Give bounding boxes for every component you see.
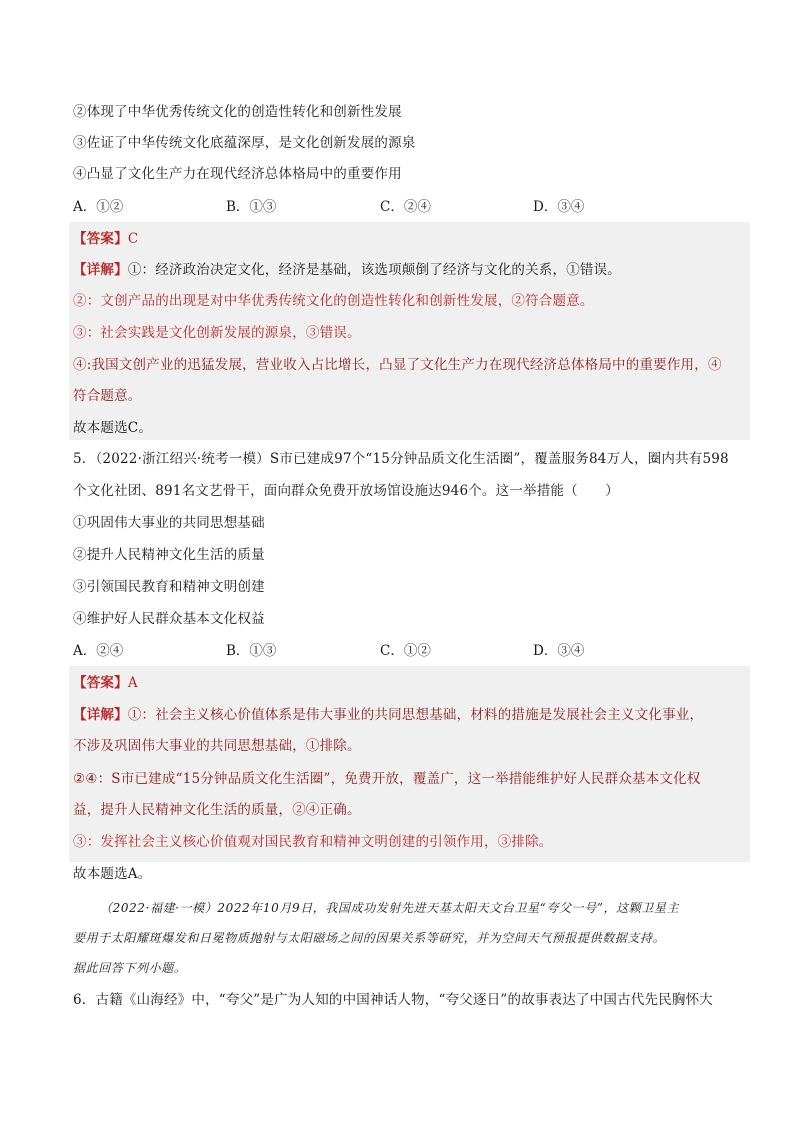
passage-line-1: （2022·福建·一模）2022年10月9日，我国成功发射先进天基太阳天文台卫星“夸父一号”，这颗卫星主 <box>100 901 680 915</box>
q5-detail-label: 【详解】 <box>73 707 128 723</box>
q5-option-c: C．①② <box>380 643 431 659</box>
q5-answer-label: 【答案】 <box>73 675 128 691</box>
q5-statement-4: ④维护好人民群众基本文化权益 <box>73 611 265 627</box>
q4-detail-1 <box>73 260 621 280</box>
passage-line-2: 要用于太阳耀斑爆发和日冕物质抛射与太阳磁场之间的因果关系等研究，并为空间天气预报提供数据支持。 <box>73 931 666 945</box>
q4-statement-2: ②体现了中华优秀传统文化的创造性转化和创新性发展 <box>73 104 402 120</box>
q5-detail-2a: ②④：S市已建成“15分钟品质文化生活圈”，免费开放，覆盖广，这一举措能维护好人民群众基本文化权 <box>73 771 701 787</box>
q5-answer-value: A <box>127 675 138 691</box>
q4-detail-1-text: ①：经济政治决定文化，经济是基础，该选项颠倒了经济与文化的关系，①错误。 <box>127 262 622 278</box>
q4-option-b: B．①③ <box>226 199 277 215</box>
q6-stem-1: 6．古籍《山海经》中，“夸父”是广为人知的中国神话人物，“夸父逐日”的故事表达了中国古代先民胸怀大 <box>73 992 713 1008</box>
q4-statement-3: ③佐证了中华传统文化底蕴深厚，是文化创新发展的源泉 <box>73 135 416 151</box>
q4-detail-label: 【详解】 <box>73 262 128 278</box>
q4-options <box>73 197 753 217</box>
q5-detail-1a <box>73 705 703 725</box>
q5-statement-2: ②提升人民精神文化生活的质量 <box>73 547 265 563</box>
q4-detail-4a: ④:我国文创产业的迅猛发展，营业收入占比增长，凸显了文化生产力在现代经济总体格局中的重要作用，④ <box>73 357 722 373</box>
q4-option-a: A．①② <box>73 199 124 215</box>
q4-statement-4: ④凸显了文化生产力在现代经济总体格局中的重要作用 <box>73 166 402 182</box>
q4-detail-3: ③：社会实践是文化创新发展的源泉，③错误。 <box>73 325 361 341</box>
passage-line-3: 据此回答下列小题。 <box>73 961 187 975</box>
q5-option-d: D．③④ <box>533 643 585 659</box>
q4-option-c: C．②④ <box>380 199 431 215</box>
q5-stem-2: 个文化社团、891名文艺骨干，面向群众免费开放场馆设施达946个。这一举措能（ ） <box>73 483 619 499</box>
q4-option-d: D．③④ <box>533 199 585 215</box>
q5-option-b: B．①③ <box>226 643 277 659</box>
q5-detail-1b: 不涉及巩固伟大事业的共同思想基础，①排除。 <box>73 738 361 754</box>
q5-detail-2b: 益，提升人民精神文化生活的质量，②④正确。 <box>73 802 361 818</box>
q4-conclusion: 故本题选C。 <box>73 420 153 436</box>
q4-answer <box>73 229 138 249</box>
q5-detail-3: ③：发挥社会主义核心价值观对国民教育和精神文明创建的引领作用，③排除。 <box>73 834 553 850</box>
q5-option-a: A．②④ <box>73 643 124 659</box>
q4-answer-label: 【答案】 <box>73 231 128 247</box>
q5-stem-1: 5．（2022·浙江绍兴·统考一模）S市已建成97个“15分钟品质文化生活圈”，覆盖服务84万人，圈内共有598 <box>73 451 729 467</box>
q4-detail-4b: 符合题意。 <box>73 388 142 404</box>
q5-detail-1a-text: ①：社会主义核心价值体系是伟大事业的共同思想基础，材料的措施是发展社会主义文化事业， <box>127 707 704 723</box>
q5-statement-1: ①巩固伟大事业的共同思想基础 <box>73 515 265 531</box>
q4-detail-2: ②：文创产品的出现是对中华优秀传统文化的创造性转化和创新性发展，②符合题意。 <box>73 293 594 309</box>
q5-statement-3: ③引领国民教育和精神文明创建 <box>73 579 265 595</box>
q5-conclusion: 故本题选A。 <box>73 866 152 882</box>
q5-options <box>73 641 753 661</box>
q4-answer-value: C <box>127 231 139 247</box>
q5-answer <box>73 673 138 693</box>
